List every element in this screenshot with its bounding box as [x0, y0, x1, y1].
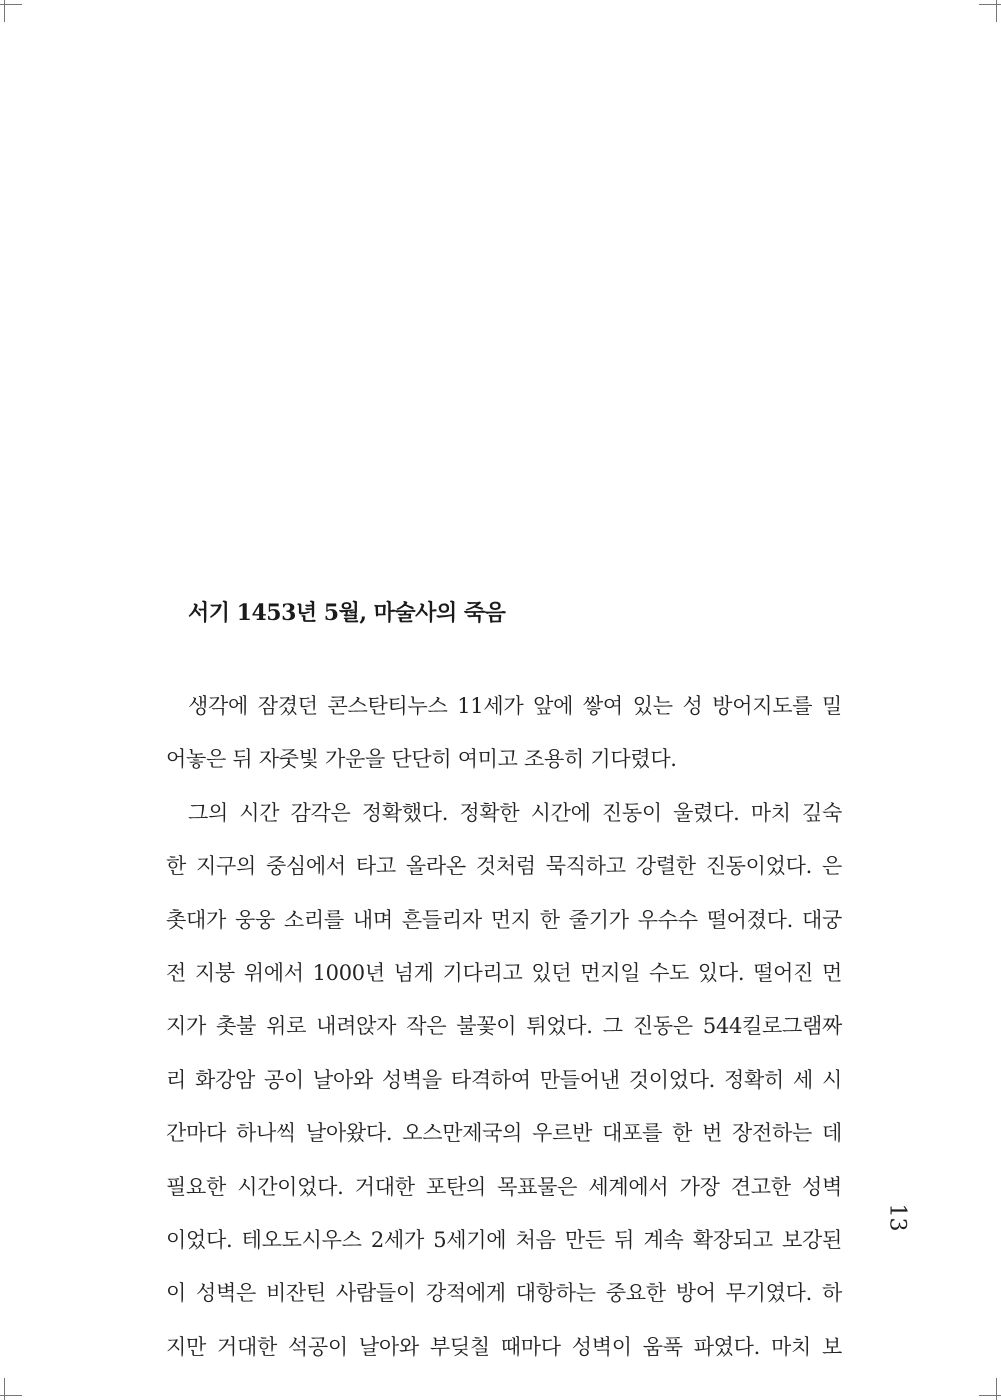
paragraph-2-line-2: 한 지구의 중심에서 타고 올라온 것처럼 묵직하고 강렬한 진동이었다. 은	[166, 854, 842, 879]
body-text	[166, 680, 842, 1374]
paragraph-1-line-2: 어놓은 뒤 자줏빛 가운을 단단히 여미고 조용히 기다렸다.	[166, 747, 677, 772]
page-number: 13	[884, 1203, 910, 1232]
paragraph-2-line-6: 리 화강암 공이 날아와 성벽을 타격하여 만들어낸 것이었다. 정확히 세 시	[166, 1067, 842, 1092]
paragraph-2-line-1: 그의 시간 감각은 정확했다. 정확한 시간에 진동이 울렸다. 마치 깊숙	[188, 800, 842, 825]
crop-mark-bottom-right-h	[979, 1395, 1001, 1396]
crop-mark-top-right-h	[979, 4, 1001, 5]
paragraph-2-line-9: 이었다. 테오도시우스 2세가 5세기에 처음 만든 뒤 계속 확장되고 보강된	[166, 1227, 842, 1252]
paragraph-2-line-3: 촛대가 웅웅 소리를 내며 흔들리자 먼지 한 줄기가 우수수 떨어졌다. 대궁	[166, 907, 842, 932]
paragraph-2-line-5: 지가 촛불 위로 내려앉자 작은 불꽃이 튀었다. 그 진동은 544킬로그램짜	[166, 1014, 842, 1039]
paragraph-2-line-7: 간마다 하나씩 날아왔다. 오스만제국의 우르반 대포를 한 번 장전하는 데	[166, 1121, 842, 1146]
crop-mark-top-right-v	[996, 0, 997, 22]
paragraph-2-line-8: 필요한 시간이었다. 거대한 포탄의 목표물은 세계에서 가장 견고한 성벽	[166, 1174, 842, 1199]
section-heading: 서기 1453년 5월, 마술사의 죽음	[188, 600, 506, 626]
crop-mark-top-left-v	[4, 0, 5, 22]
paragraph-2-line-4: 전 지붕 위에서 1000년 넘게 기다리고 있던 먼지일 수도 있다. 떨어진 먼	[166, 960, 842, 985]
paragraph-2-line-11: 지만 거대한 석공이 날아와 부딪칠 때마다 성벽이 움푹 파였다. 마치 보	[166, 1334, 842, 1359]
paragraph-1-line-1: 생각에 잠겼던 콘스탄티누스 11세가 앞에 쌓여 있는 성 방어지도를 밀	[188, 694, 842, 718]
crop-mark-bottom-right-v	[996, 1378, 997, 1400]
paragraph-2-line-10: 이 성벽은 비잔틴 사람들이 강적에게 대항하는 중요한 방어 무기였다. 하	[166, 1281, 842, 1306]
crop-mark-bottom-left-v	[4, 1378, 5, 1400]
